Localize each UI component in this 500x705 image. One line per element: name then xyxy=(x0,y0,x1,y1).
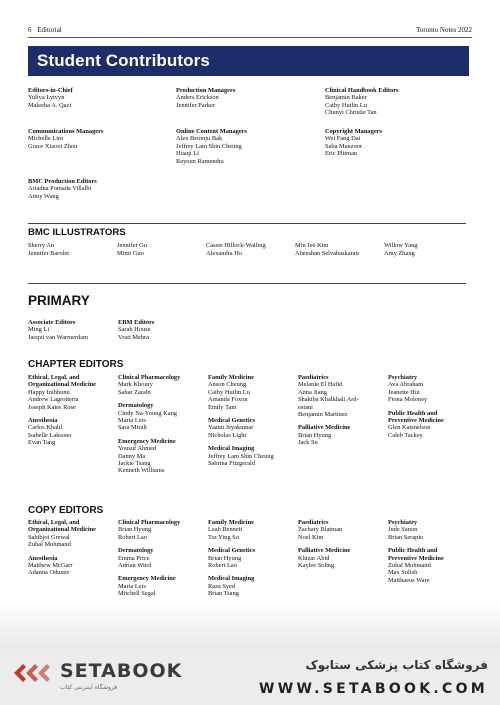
chapter-editor-group xyxy=(388,374,427,404)
group-name: Robert Lao xyxy=(208,562,237,569)
group-title: Anesthesia xyxy=(28,554,58,562)
group-name: Wei Fang Dai xyxy=(325,135,361,143)
group-name: Saba Manzoor xyxy=(325,142,363,150)
group-title: Associate Editors xyxy=(28,319,76,326)
page-number: 6 xyxy=(28,26,32,34)
group-name: Emily Tam xyxy=(208,403,237,411)
group-name: Brian Serapio xyxy=(388,533,424,541)
group-name: Matthew McGarr xyxy=(28,562,73,569)
group-title: Organizational Medicine xyxy=(28,526,96,534)
group-name: Rayoun Ramendra xyxy=(176,157,224,165)
chapter-editor-group xyxy=(298,424,350,446)
group-name: Huaqi Li xyxy=(176,150,199,158)
group-title: Medical Genetics xyxy=(208,547,256,555)
copy-editor-group xyxy=(208,519,254,541)
group-name: Jennifer Parker xyxy=(176,101,215,109)
shop-name: فروشگاه کتاب پزشکی ستابوک xyxy=(305,658,488,672)
group-title: Public Health and xyxy=(388,547,438,555)
group-clinical-handbook-editors xyxy=(325,87,399,117)
group-name: Grace Xiaoxi Zhou xyxy=(28,142,78,150)
group-name: Sarah House xyxy=(118,326,151,334)
group-name: Isabelle Laksono xyxy=(28,431,72,439)
group-name: Happy Inibhunu xyxy=(28,388,70,396)
chapter-editor-group xyxy=(118,374,180,396)
group-title: Family Medicine xyxy=(208,374,254,381)
group-name: Adrian Witol xyxy=(118,562,152,569)
group-name: Maria Leis xyxy=(118,417,146,424)
group-name: Matthaeus Ware xyxy=(388,576,430,584)
illustrator-name: Jennifer Gu xyxy=(117,242,147,249)
group-title: Paediatrics xyxy=(298,519,329,526)
group-name: Raza Syed xyxy=(208,582,236,590)
page-title-banner: Student Contributors xyxy=(28,46,469,76)
group-name: Maleeha A. Qazi xyxy=(28,101,72,109)
section-rule xyxy=(28,223,466,224)
group-name: Ava Abraham xyxy=(388,381,424,389)
group-name: estani xyxy=(298,403,313,411)
copy-editor-group xyxy=(118,519,180,541)
group-name: Kenneth Williams xyxy=(118,467,165,475)
group-name: Jackie Tsang xyxy=(118,460,151,468)
group-title: Public Health and xyxy=(388,409,438,417)
group-name: Glen Katsnelson xyxy=(388,424,431,432)
group-title: Medical Imaging xyxy=(208,445,255,453)
copy-editor-group xyxy=(28,555,73,577)
group-name: Cathy Huilin Lu xyxy=(325,101,367,109)
group-name: Vrati Mehra xyxy=(118,333,150,341)
group-title: Medical Imaging xyxy=(208,575,255,583)
group-title: Preventive Medicine xyxy=(388,554,444,562)
group-associate-editors xyxy=(28,319,88,341)
group-title: Clinical Pharmacology xyxy=(118,519,181,526)
group-name: Fiona Moloney xyxy=(388,396,428,404)
group-name: Anna Jiang xyxy=(298,388,327,396)
group-name: Brian Hyung xyxy=(118,526,152,534)
group-title: Communications Managers xyxy=(28,128,104,135)
group-name: Sabrina Fitzgerald xyxy=(208,460,256,467)
group-name: Joseph Kates Rose xyxy=(28,403,76,411)
group-name: Amanda Foxon xyxy=(208,396,248,404)
group-name: Andrew Lagrotteria xyxy=(28,396,79,404)
group-name: Caleb Tackey xyxy=(388,431,423,439)
illustrator-name: Sherry An xyxy=(28,242,55,249)
logo-wordmark: SETABOOK xyxy=(60,660,183,682)
illustrator-name: Willow Yang xyxy=(384,242,418,249)
group-name: Robert Lao xyxy=(118,533,147,541)
group-name: Jude Sanon xyxy=(388,526,418,534)
group-online-content-managers xyxy=(176,128,247,165)
group-editors-in-chief xyxy=(28,87,73,109)
group-title: Ethical, Legal, and xyxy=(28,519,80,526)
copy-editor-group xyxy=(208,575,254,597)
chapter-editor-group xyxy=(208,445,274,467)
group-name: Emma Price xyxy=(118,554,150,562)
group-title: Palliative Medicine xyxy=(298,424,351,432)
copy-editors-title: COPY EDITORS xyxy=(28,505,104,516)
group-name: Michelle Lim xyxy=(28,135,63,143)
group-title: BMC Production Editors xyxy=(28,178,97,185)
group-name: Max Solish xyxy=(388,569,418,577)
group-title: Emergency Medicine xyxy=(118,437,176,445)
group-name: Aimy Wang xyxy=(28,192,59,200)
group-name: Melanie El Hafid xyxy=(298,381,343,389)
group-name: Jeffrey Lam Shin Cheung xyxy=(176,142,242,150)
group-name: Zuhal Mohmand xyxy=(388,562,431,569)
group-title: Psychiatry xyxy=(388,374,418,381)
group-title: Psychiatry xyxy=(388,519,418,526)
group-name: Jeffrey Lam Shin Cheung xyxy=(208,452,274,460)
illustrator-name: Mimi Guo xyxy=(117,250,144,257)
group-title: Organizational Medicine xyxy=(28,381,96,389)
chapter-editor-group xyxy=(28,374,96,411)
group-name: Noel Kim xyxy=(298,533,324,541)
group-name: Mark Khoury xyxy=(118,381,153,389)
group-title: Palliative Medicine xyxy=(298,547,351,555)
copy-editor-group xyxy=(298,519,342,541)
copy-editor-group xyxy=(208,547,255,569)
group-name: Anson Cheung xyxy=(208,381,247,389)
group-name: Shakiba Khalkhali Ard- xyxy=(298,396,359,404)
group-name: Brian Hyung xyxy=(298,431,332,439)
group-title: EBM Editors xyxy=(118,319,155,326)
bmc-illustrators-title: BMC ILLUSTRATORS xyxy=(28,227,126,238)
group-name: Danny Ma xyxy=(118,452,146,460)
group-title: Dermatology xyxy=(118,402,154,410)
copy-editor-group xyxy=(118,547,154,569)
group-title: Family Medicine xyxy=(208,519,254,526)
group-name: Jack Su xyxy=(298,439,318,447)
group-name: Chunyi Christie Tan xyxy=(325,109,377,117)
illustrator-name: Min Jee Kim xyxy=(295,242,329,249)
group-name: Leah Bennett xyxy=(208,526,243,534)
illustrator-name: Abeeshan Selvabaskaran xyxy=(295,250,359,257)
copy-editor-group xyxy=(298,547,350,569)
group-name: Benjamin Baker xyxy=(325,94,367,102)
group-name: Yaanu Jeyakumar xyxy=(208,424,254,432)
illustrator-name: Cassie Hillock-Watling xyxy=(206,242,266,249)
chapter-editors-title: CHAPTER EDITORS xyxy=(28,359,124,370)
group-name: Zuhal Mohmand xyxy=(28,541,71,549)
setabook-logo-icon xyxy=(10,660,62,686)
copy-editor-group xyxy=(28,519,96,549)
chapter-editor-group xyxy=(208,417,255,439)
illustrator-name: Amy Zhang xyxy=(384,250,415,257)
group-name: Sara Mirali xyxy=(118,424,147,432)
group-production-managers xyxy=(176,87,235,109)
group-name: Evan Tang xyxy=(28,439,56,447)
book-title: Toronto Notes 2022 xyxy=(416,26,472,34)
section-rule xyxy=(28,283,466,284)
group-title: Clinical Handbook Editors xyxy=(325,87,399,94)
group-title: Dermatology xyxy=(118,547,154,555)
logo-tagline: فروشگاه اینترنتی کتاب xyxy=(60,684,118,691)
copy-editor-group xyxy=(388,547,444,584)
group-name: Kaylee Sohng xyxy=(298,562,335,569)
group-title: Online Content Managers xyxy=(176,128,248,135)
group-title: Editors-in-Chief xyxy=(28,87,73,94)
shop-url: WWW.SETABOOK.COM xyxy=(259,681,488,697)
chapter-editor-group xyxy=(388,410,444,440)
group-name: Carlos Khalil xyxy=(28,424,63,432)
group-title: Ethical, Legal, and xyxy=(28,374,80,381)
group-name: Alex Beomju Bak xyxy=(176,135,223,143)
group-communications-managers xyxy=(28,128,103,150)
footer-fade xyxy=(0,600,500,650)
group-name: Brian Tsang xyxy=(208,590,239,598)
primary-title: PRIMARY xyxy=(28,293,90,308)
chapter-editor-group xyxy=(208,374,254,411)
illustrator-name: Jennifer Barolet xyxy=(28,250,69,257)
group-title: Medical Genetics xyxy=(208,417,256,424)
group-title: Anesthesia xyxy=(28,417,58,424)
group-name: Tsz Ying So xyxy=(208,533,239,541)
chapter-editor-group xyxy=(118,438,176,475)
group-name: Jacqui van Warmerdam xyxy=(28,333,89,341)
group-name: Yousuf Ahmed xyxy=(118,445,157,453)
group-title: Paediatrics xyxy=(298,374,329,381)
group-name: Cathy Huilin Lu xyxy=(208,388,250,396)
group-name: Adanna Odunze xyxy=(28,569,70,577)
group-name: Ariadna Pomada Villalbi xyxy=(28,185,92,193)
group-title: Production Managers xyxy=(176,87,236,94)
illustrator-name: Alexandra Ho xyxy=(206,250,243,257)
group-title: Emergency Medicine xyxy=(118,575,176,583)
group-copyright-managers xyxy=(325,128,382,158)
chapter-editor-group xyxy=(118,402,177,432)
chapter-editor-group xyxy=(28,417,71,447)
group-name: Benjamin Martinez xyxy=(298,411,348,419)
group-title: Copyright Managers xyxy=(325,128,382,135)
group-name: Jeanette Hui xyxy=(388,388,420,396)
group-name: Eric Plitman xyxy=(325,150,358,158)
header-rule xyxy=(28,37,472,38)
group-name: Anders Erickson xyxy=(176,94,219,102)
copy-editor-group xyxy=(388,519,423,541)
group-name: Sahibjot Grewal xyxy=(28,533,70,541)
group-name: Zachary Blatman xyxy=(298,526,343,534)
group-title: Preventive Medicine xyxy=(388,417,444,424)
group-name: Mitchell Segal xyxy=(118,590,156,598)
group-name: Brian Hyung xyxy=(208,554,242,562)
section-name: Editorial xyxy=(37,26,62,34)
group-title: Clinical Pharmacology xyxy=(118,374,181,381)
group-bmc-production-editors xyxy=(28,178,97,200)
group-name: Sahar Zarabi xyxy=(118,388,151,396)
chapter-editor-group xyxy=(298,374,359,418)
group-name: Khizar Abid xyxy=(298,554,330,562)
copy-editor-group xyxy=(118,575,176,597)
group-name: Yuliya Lytvyn xyxy=(28,94,65,102)
group-name: Cindy Na-Young Kang xyxy=(118,409,177,417)
group-ebm-editors xyxy=(118,319,154,341)
group-name: Ming Li xyxy=(28,326,50,334)
group-name: Maria Leis xyxy=(118,582,146,590)
group-name: Nicholas Light xyxy=(208,431,247,439)
